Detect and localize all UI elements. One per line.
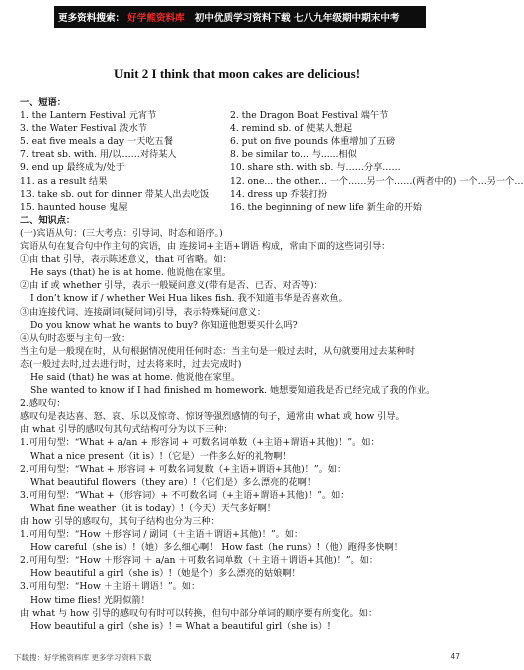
text-line: 3.可用句型：“How ＋主语＋谓语！”。如： [20, 581, 201, 593]
text-line: 由 how 引导的感叹句，其句子结构也分为三种： [20, 516, 220, 527]
phrases-heading: 一、短语： [20, 97, 66, 108]
phrase-list [20, 109, 524, 214]
phrase-item: 8. be similar to... 与......相似 [230, 149, 357, 161]
text-line: 由 what 与 how 引导的感叹句有时可以转换，但句中部分单词的顺序要有所变化。如： [20, 607, 378, 619]
banner-search-label: 更多资料搜索： [58, 13, 126, 24]
text-line: (一)宾语从句：(三大考点：引导词、时态和语序。) [20, 227, 223, 239]
phrase-item: 11. as a result 结果 [20, 175, 108, 187]
text-line: ③由连接代词、连接副词(疑问词)引导，表示特殊疑问意义： [20, 306, 267, 318]
phrase-item: 14. dress up 乔装打扮 [230, 188, 328, 200]
text-line: 态(一般过去时,过去进行时，过去将来时，过去完成时) [20, 358, 242, 370]
phrase-item: 9. end up 最终成为/处于 [20, 162, 125, 174]
banner-slogan: 初中优质学习资料下载 七八九年级期中期末中考 [194, 13, 400, 24]
text-line: ④从句时态要与主句一致： [20, 332, 131, 344]
text-line: 3.可用句型：“What +（形容词）+ 不可数名词（+主语+谓语+其他)！”。如： [20, 489, 350, 501]
example-line: He says (that) he is at home. 他说他在家里。 [30, 267, 231, 279]
example-line: What fine weather（it is today）!（今天）天气多好啊！ [30, 502, 276, 514]
text-line: 当主句是一般现在时，从句根据情况使用任何时态：当主句是一般过去时，从句就要用过去某种时 [20, 345, 416, 357]
page-footer [14, 652, 460, 663]
knowledge-heading: 二、知识点： [20, 214, 76, 226]
text-line: 感叹句是表达喜、怒、哀、乐以及惊奇、惊讶等强烈感情的句子，通常由 what 或 how 引导。 [20, 411, 405, 423]
text-line: 宾语从句在复合句中作主句的宾语，由 连接词+主语+谓语 构成，常由下面的这些词引导： [20, 241, 391, 253]
example-line: I don’t know if / whether Wei Hua likes fish. 我不知道韦华是否喜欢鱼。 [30, 293, 348, 305]
example-line: How beautiful a girl（she is）!（她是个）多么漂亮的姑娘啊！ [30, 568, 301, 580]
text-line: 2.感叹句： [20, 398, 66, 410]
text-line: 由 what 引导的感叹句其句式结构可分为以下三种： [20, 424, 233, 436]
phrase-item: 10. share sth. with sb. 与……分享…… [230, 162, 401, 174]
banner-brand[interactable]: 好学熊资料库 [127, 13, 185, 24]
example-line: She wanted to know if I had finished m homework. 她想要知道我是否已经完成了我的作业。 [30, 385, 436, 397]
text-line: 1.可用句型：“How ＋形容词 / 副词（＋主语＋谓语+其他)！”。如： [20, 529, 304, 541]
phrase-item: 5. eat five meals a day 一天吃五餐 [20, 136, 173, 148]
page-number: 47 [450, 652, 460, 661]
text-line: ②由 if 或 whether 引导，表示一般疑问意义(带有是否、已否、对否等)： [20, 280, 323, 292]
phrase-item: 4. remind sb. of 使某人想起 [230, 123, 353, 135]
text-line: 2.可用句型：“What + 形容词 + 可数名词复数（+主语+谓语+其他)！”。如： [20, 463, 347, 475]
phrase-item: 2. the Dragon Boat Festival 端午节 [230, 110, 389, 122]
example-line: What beautiful flowers（they are）!（它们是）多么漂亮的花啊！ [30, 476, 317, 488]
phrase-item: 6. put on five pounds 体重增加了五磅 [230, 136, 396, 148]
footer-text: 下载搜：好学熊资料库 更多学习资料下载 [14, 653, 152, 662]
phrase-item: 1. the Lantern Festival 元宵节 [20, 110, 157, 122]
phrase-item: 7. treat sb. with. 用/以……对待某人 [20, 149, 177, 161]
phrase-item: 15. haunted house 鬼屋 [20, 201, 128, 213]
text-line: 2.可用句型：“How ＋形容词 ＋ a/an ＋可数名词单数（＋主语＋谓语+其他)！”。如： [20, 555, 379, 567]
example-line: How careful（she is）!（她）多么细心啊！ How fast（he runs）!（他）跑得多快啊！ [30, 542, 403, 554]
phrase-item: 13. take sb. out for dinner 带某人出去吃饭 [20, 188, 210, 200]
phrase-item: 12. one... the other... 一个……另一个……(两者中的) 一个…另一个… [230, 175, 524, 187]
phrase-item: 3. the Water Festival 泼水节 [20, 123, 147, 135]
example-line: He said (that) he was at home. 他说他在家里。 [30, 371, 241, 383]
example-line: What a nice present（it is）!（它是）一件多么好的礼物啊！ [30, 450, 292, 462]
example-line: How beautiful a girl（she is）! = What a beautiful girl（she is）! [30, 620, 331, 632]
example-line: Do you know what he wants to buy? 你知道他想要买什么吗? [30, 319, 298, 331]
example-line: How time flies! 光阴似箭！ [30, 594, 150, 606]
unit-title: Unit 2 I think that moon cakes are delicious! [113, 66, 361, 81]
header-banner [54, 6, 426, 28]
text-line: ①由 that 引导，表示陈述意义，that 可省略。如： [20, 254, 232, 266]
text-line: 1.可用句型：“What + a/an + 形容词 + 可数名词单数（+主语+谓语+其他)！”。如： [20, 437, 380, 449]
phrase-item: 16. the beginning of new life 新生命的开始 [230, 201, 422, 213]
document-body [20, 96, 524, 633]
